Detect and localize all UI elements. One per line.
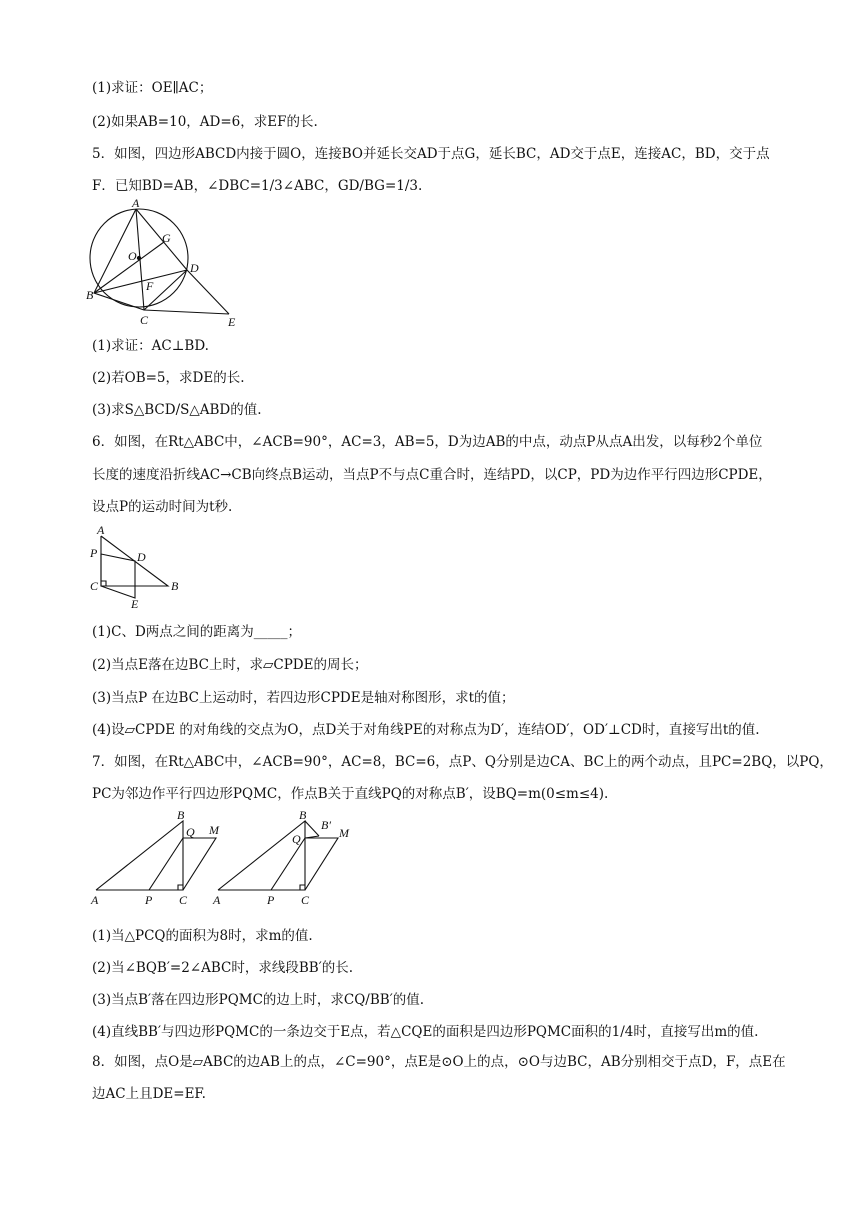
seg-bb2 xyxy=(305,821,319,836)
q6-part2: (2)当点E落在边BC上时，求▱CPDE的周长； xyxy=(92,657,368,673)
label-d: D xyxy=(190,261,199,275)
right-label-c: C xyxy=(301,893,310,907)
q7-stem-line2: PC为邻边作平行四边形PQMC，作点B关于直线PQ的对称点B′，设BQ=m(0≤m≤4). xyxy=(92,786,609,802)
q4-part2: (2)如果AB=10，AD=6，求EF的长. xyxy=(92,114,318,130)
q8-stem-line1: 8．如图，点O是▱ABC的边AB上的点，∠C=90°，点E是⊙O上的点，⊙O与边BC，AB分别相交于点D，F，点E在 xyxy=(92,1054,786,1070)
seg-de xyxy=(187,270,229,314)
left-label-m: M xyxy=(209,823,219,837)
q5-stem-line1: 5．如图，四边形ABCD内接于圆O，连接BO并延长交AD于点G，延长BC，AD交于点E，连接AC，BD，交于点 xyxy=(92,146,770,162)
q5-stem-line2: F．已知BD=AB，∠DBC=1/3∠ABC，GD/BG=1/3. xyxy=(92,178,423,194)
q7-stem-line1: 7．如图，在Rt△ABC中，∠ACB=90°，AC=8，BC=6，点P、Q分别是边CA、BC上的两个动点，且PC=2BQ，以PQ， xyxy=(92,754,833,770)
label-g: G xyxy=(162,231,171,245)
right-label-a: A xyxy=(213,893,221,907)
seg-bd xyxy=(94,270,187,293)
right-label-b: B xyxy=(299,810,307,822)
q8-stem-line2: 边AC上且DE=EF. xyxy=(92,1086,206,1102)
q5-part2: (2)若OB=5，求DE的长. xyxy=(92,370,245,386)
q4-part1: (1)求证：OE∥AC； xyxy=(92,80,213,96)
label-b: B xyxy=(171,579,179,593)
label-c: C xyxy=(140,313,149,327)
label-o: O xyxy=(128,249,137,263)
left-label-c: C xyxy=(179,893,188,907)
right-label-q: Q xyxy=(292,832,301,846)
label-a: A xyxy=(97,524,105,537)
q6-part1: (1)C、D两点之间的距离为_____； xyxy=(92,624,302,640)
q7-part2: (2)当∠BQB′=2∠ABC时，求线段BB′的长. xyxy=(92,960,354,976)
q7-part1: (1)当△PCQ的面积为8时，求m的值. xyxy=(92,928,313,944)
parallelogram-cpde xyxy=(101,554,135,598)
figure-q7 xyxy=(88,810,368,910)
q5-part3: (3)求S△BCD/S△ABD的值. xyxy=(92,402,262,418)
right-label-p: P xyxy=(267,893,275,907)
label-p: P xyxy=(90,546,98,560)
label-e: E xyxy=(228,315,236,329)
figure-q5 xyxy=(84,198,244,330)
seg-ce xyxy=(144,310,229,314)
label-d: D xyxy=(137,550,146,564)
q6-stem-line3: 设点P的运动时间为t秒. xyxy=(92,499,233,515)
right-label-b-prime: B′ xyxy=(321,818,331,832)
label-c: C xyxy=(90,579,99,593)
q6-part4: (4)设▱CPDE 的对角线的交点为O，点D关于对角线PE的对称点为D′，连结OD′，OD′⊥CD时，直接写出t的值. xyxy=(92,722,760,738)
label-e: E xyxy=(131,597,139,610)
label-f: F xyxy=(146,279,154,293)
left-triangle-abc xyxy=(96,821,183,890)
left-label-b: B xyxy=(177,810,185,822)
q7-part3: (3)当点B′落在四边形PQMC的边上时，求CQ/BB′的值. xyxy=(92,992,425,1008)
label-b: B xyxy=(86,288,94,302)
right-right-angle xyxy=(300,885,305,890)
label-a: A xyxy=(132,198,140,210)
left-right-angle xyxy=(178,885,183,890)
right-angle-mark xyxy=(101,581,106,586)
figure-q6 xyxy=(88,524,188,610)
left-label-q: Q xyxy=(186,825,195,839)
q6-stem-line2: 长度的速度沿折线AC→CB向终点B运动，当点P不与点C重合时，连结PD，以CP，PD为边作平行四边形CPDE， xyxy=(92,467,772,483)
center-dot xyxy=(137,256,140,259)
left-label-p: P xyxy=(145,893,153,907)
left-label-a: A xyxy=(91,893,99,907)
q6-stem-line1: 6．如图，在Rt△ABC中，∠ACB=90°，AC=3，AB=5，D为边AB的中点，动点P从点A出发，以每秒2个单位 xyxy=(92,434,763,450)
right-label-m: M xyxy=(339,826,349,840)
q7-part4: (4)直线BB′与四边形PQMC的一条边交于E点，若△CQE的面积是四边形PQMC面积的1/4时，直接写出m的值. xyxy=(92,1024,759,1040)
q5-part1: (1)求证：AC⊥BD. xyxy=(92,338,209,354)
q6-part3: (3)当点P 在边BC上运动时，若四边形CPDE是轴对称图形，求t的值； xyxy=(92,690,515,706)
